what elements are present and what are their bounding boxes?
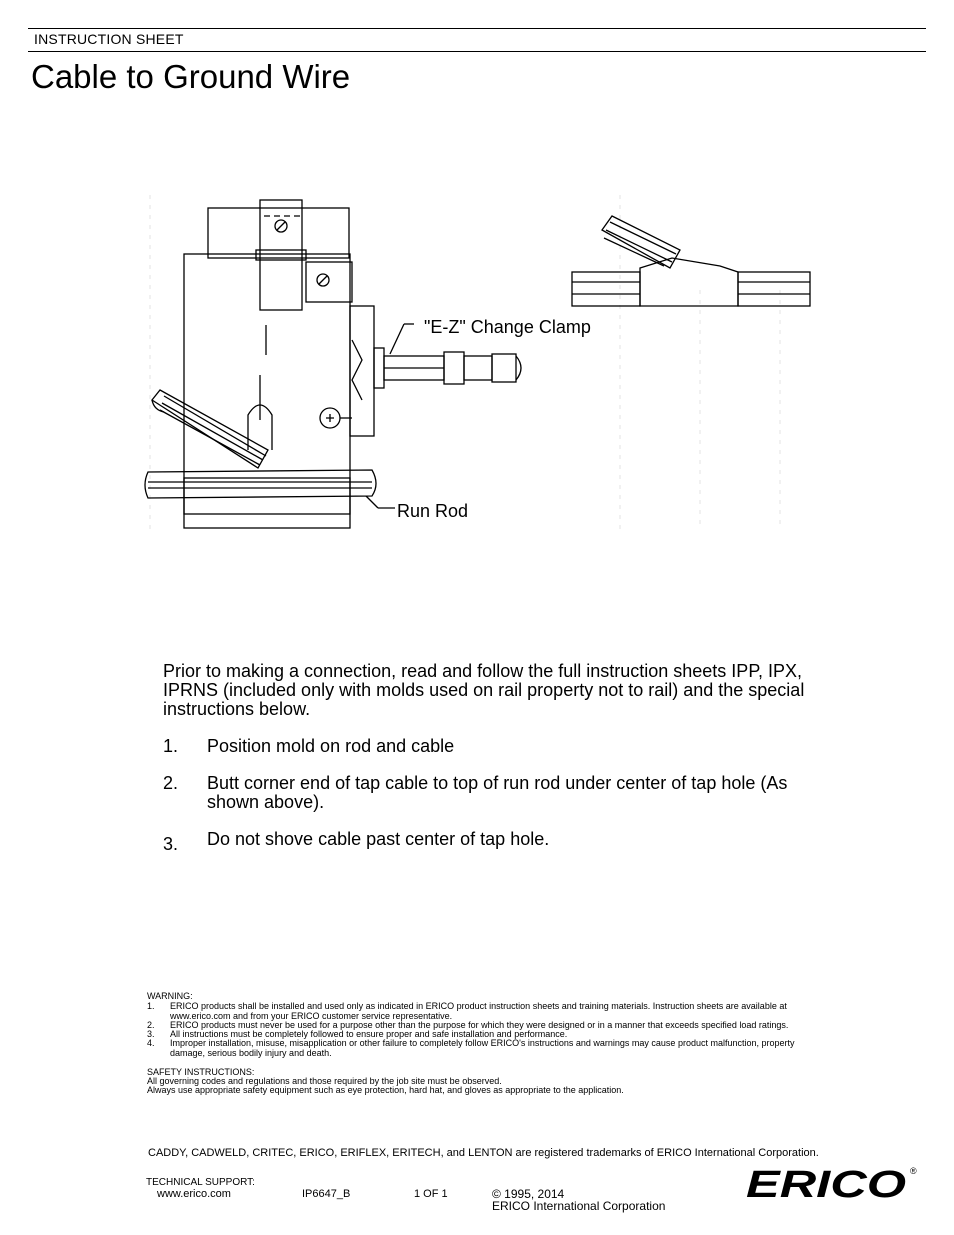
company-name: ERICO International Corporation — [492, 1199, 666, 1213]
header-top-rule — [28, 28, 926, 29]
safety-heading: SAFETY INSTRUCTIONS: — [147, 1067, 255, 1077]
warning-number: 2. — [147, 1020, 155, 1030]
clamp-callout: "E-Z" Change Clamp — [424, 317, 591, 337]
step-text: Butt corner end of tap cable to top of run rod under center of tap hole (As — [207, 773, 788, 793]
trademarks-notice: CADDY, CADWELD, CRITEC, ERICO, ERIFLEX, ERITECH, and LENTON are registered trademarks of ERICO International Corporation. — [148, 1147, 819, 1159]
logo-wordmark: ERICO — [746, 1164, 906, 1204]
header-bottom-rule — [28, 51, 926, 52]
warning-number: 1. — [147, 1001, 155, 1011]
warning-number: 4. — [147, 1038, 155, 1048]
mold-illustration — [140, 190, 830, 540]
intro-paragraph — [163, 662, 853, 719]
warning-text: ERICO products must never be used for a purpose other than the purpose for which they were designed or in a manner that exceeds specified load ratings. — [170, 1020, 789, 1030]
step-number: 2. — [163, 773, 179, 793]
warning-text: Improper installation, misuse, misapplication or other failure to completely follow ERICO's instructions and warnings may cause product malfunction, property — [170, 1038, 795, 1048]
registered-mark: ® — [910, 1166, 917, 1176]
warning-number: 3. — [147, 1029, 155, 1039]
step-number: 3. — [163, 834, 179, 854]
document-id: IP6647_B — [302, 1188, 351, 1200]
erico-logo — [744, 1164, 920, 1204]
warning-text: damage, serious bodily injury and death. — [170, 1047, 332, 1058]
copyright: © 1995, 2014 — [492, 1187, 565, 1201]
support-label: TECHNICAL SUPPORT: — [146, 1177, 255, 1188]
step-text: Do not shove cable past center of tap hole. — [207, 829, 550, 849]
page-number: 1 OF 1 — [414, 1188, 448, 1200]
step-number: 1. — [163, 736, 179, 756]
warning-heading: WARNING: — [147, 991, 193, 1001]
document-type-label: INSTRUCTION SHEET — [34, 31, 184, 47]
safety-line: Always use appropriate safety equipment such as eye protection, hard hat, and gloves as appropriate to the application. — [147, 1085, 624, 1095]
support-link[interactable]: www.erico.com — [157, 1188, 231, 1200]
run-rod-callout: Run Rod — [397, 501, 469, 521]
intro-line: IPRNS (included only with molds used on rail property not to rail) and the special — [163, 680, 805, 700]
page-title: Cable to Ground Wire — [31, 58, 351, 95]
warning-text: All instructions must be completely followed to ensure proper and safe installation and performance. — [170, 1029, 568, 1039]
step-text: shown above). — [207, 792, 325, 812]
warning-text: www.erico.com and from your ERICO customer service representative. — [170, 1010, 453, 1021]
intro-line: Prior to making a connection, read and follow the full instruction sheets IPP, IPX, — [163, 661, 803, 681]
intro-line: instructions below. — [163, 699, 311, 719]
safety-line: All governing codes and regulations and those required by the job site must be observed. — [147, 1076, 502, 1086]
step-text: Position mold on rod and cable — [207, 736, 455, 756]
warning-text: ERICO products shall be installed and used only as indicated in ERICO product instruction sheets and training materials. Instruction sheets are available at — [170, 1001, 787, 1011]
